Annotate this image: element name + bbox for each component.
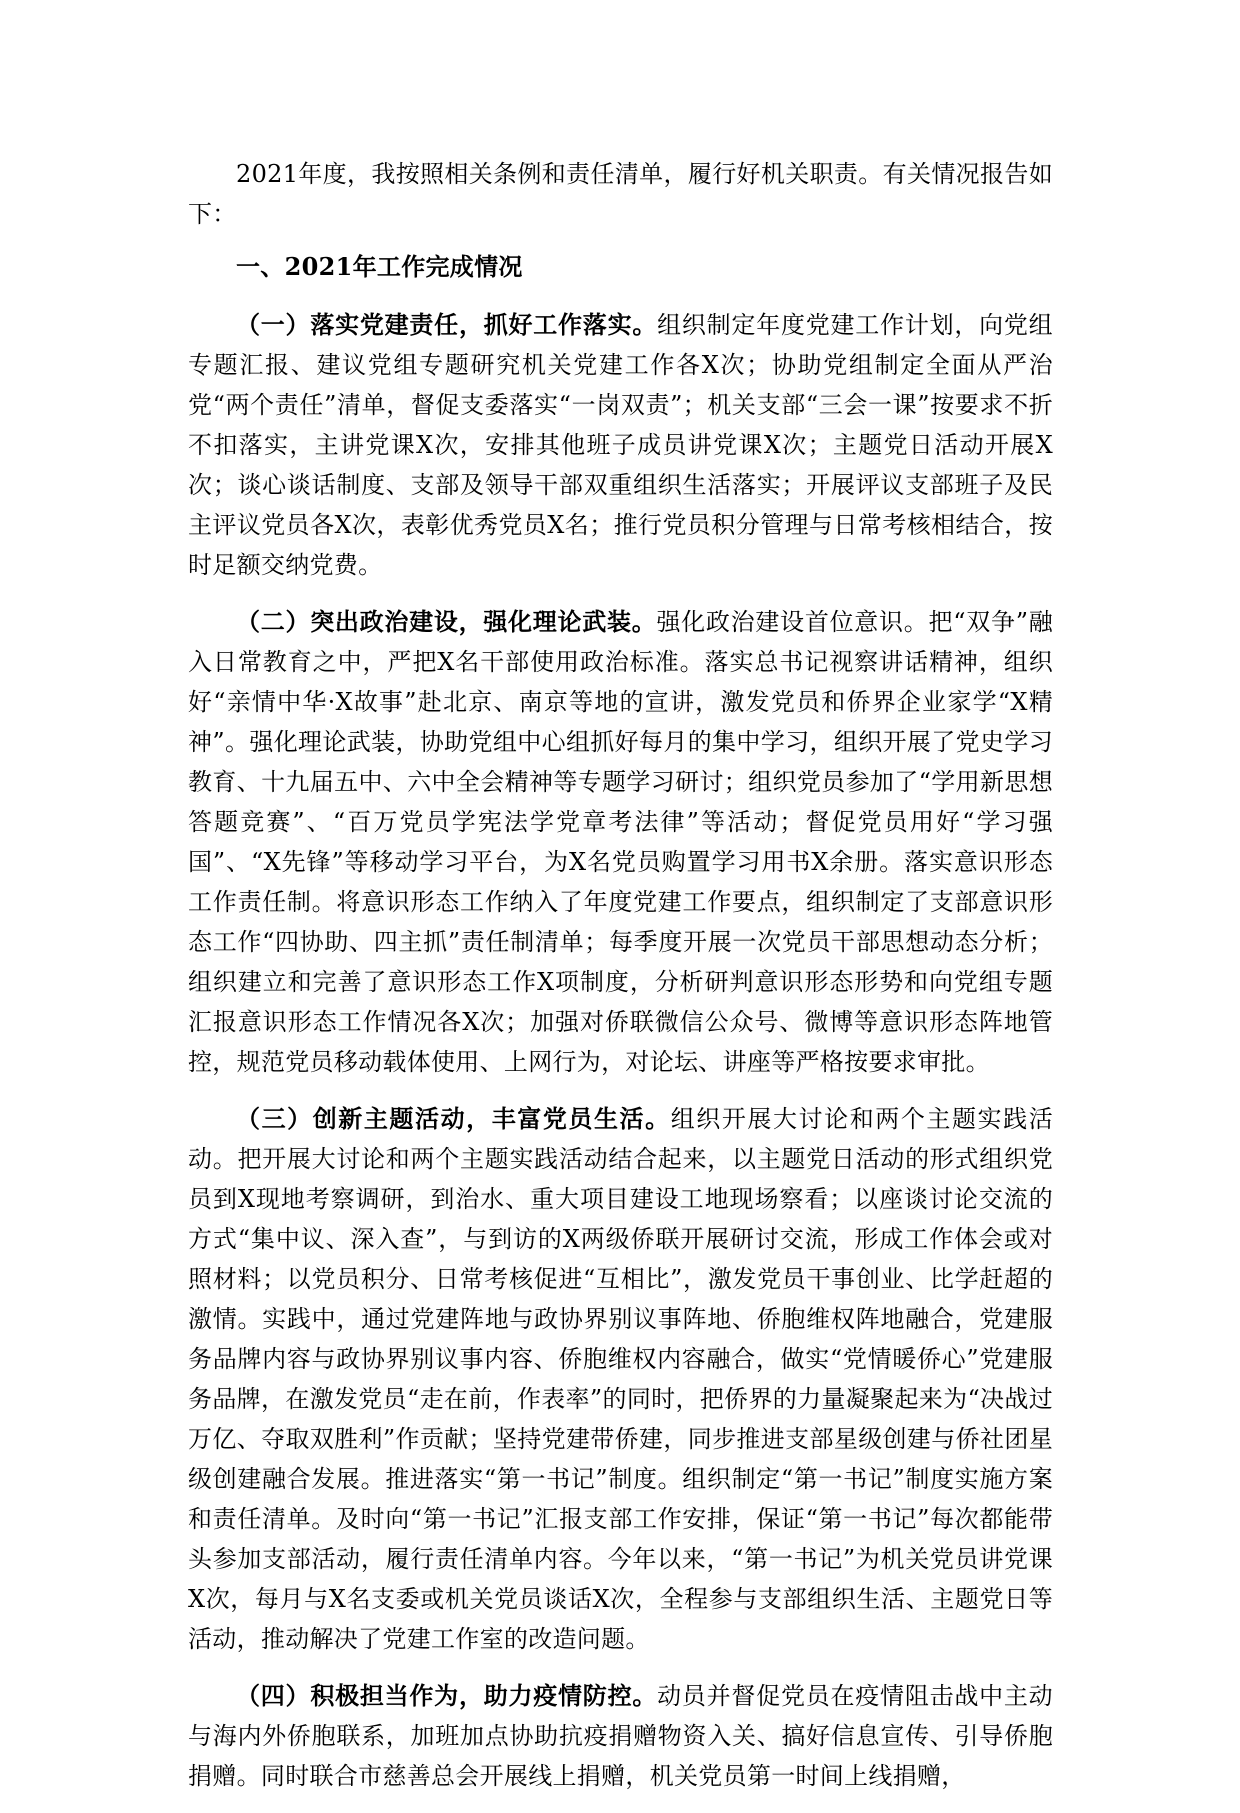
paragraph-2 xyxy=(188,602,1053,1082)
paragraph-3 xyxy=(188,1099,1053,1659)
paragraph-2-lead: （二）突出政治建设，强化理论武装。 xyxy=(236,607,657,636)
paragraph-3-body: 组织开展大讨论和两个主题实践活动。把开展大讨论和两个主题实践活动结合起来，以主题党日活动的形式组织党员到X现地考察调研，到治水、重大项目建设工地现场察看；以座谈讨论交流的方式“集中议、深入查”，与到访的X两级侨联开展研讨交流，形成工作体会或对照材料；以党员积分、日常考核促进“互相比”，激发党员干事创业、比学赶超的激情。实践中，通过党建阵地与政协界别议事阵地、侨胞维权阵地融合，党建服务品牌内容与政协界别议事内容、侨胞维权内容融合，做实“党情暖侨心”党建服务品牌，在激发党员“走在前，作表率”的同时，把侨界的力量凝聚起来为“决战过万亿、夺取双胜利”作贡献；坚持党建带侨建，同步推进支部星级创建与侨社团星级创建融合发展。推进落实“第一书记”制度。组织制定“第一书记”制度实施方案和责任清单。及时向“第一书记”汇报支部工作安排，保证“第一书记”每次都能带头参加支部活动，履行责任清单内容。今年以来，“第一书记”为机关党员讲党课X次，每月与X名支委或机关党员谈话X次，全程参与支部组织生活、主题党日等活动，推动解决了党建工作室的改造问题。 xyxy=(188,1105,1053,1653)
paragraph-2-body: 强化政治建设首位意识。把“双争”融入日常教育之中，严把X名干部使用政治标准。落实总书记视察讲话精神，组织好“亲情中华·X故事”赴北京、南京等地的宣讲，激发党员和侨界企业家学“X精神”。强化理论武装，协助党组中心组抓好每月的集中学习，组织开展了党史学习教育、十九届五中、六中全会精神等专题学习研讨；组织党员参加了“学用新思想答题竞赛”、“百万党员学宪法学党章考法律”等活动；督促党员用好“学习强国”、“X先锋”等移动学习平台，为X名党员购置学习用书X余册。落实意识形态工作责任制。将意识形态工作纳入了年度党建工作要点，组织制定了支部意识形态工作“四协助、四主抓”责任制清单；每季度开展一次党员干部思想动态分析；组织建立和完善了意识形态工作X项制度，分析研判意识形态形势和向党组专题汇报意识形态工作情况各X次；加强对侨联微信公众号、微博等意识形态阵地管控，规范党员移动载体使用、上网行为，对论坛、讲座等严格按要求审批。 xyxy=(188,608,1054,1076)
intro-paragraph: 2021年度，我按照相关条例和责任清单，履行好机关职责。有关情况报告如下： xyxy=(188,160,1053,228)
paragraph-4-body: 动员并督促党员在疫情阻击战中主动与海内外侨胞联系，加班加点协助抗疫捐赠物资入关、搞好信息宣传、引导侨胞捐赠。同时联合市慈善总会开展线上捐赠，机关党员第一时间上线捐赠， xyxy=(188,1682,1053,1790)
document-page xyxy=(188,154,1053,1813)
paragraph-3-lead: （三）创新主题活动，丰富党员生活。 xyxy=(236,1104,671,1133)
paragraph-4-lead: （四）积极担当作为，助力疫情防控。 xyxy=(236,1681,658,1710)
paragraph-4 xyxy=(188,1676,1053,1796)
paragraph-1 xyxy=(188,305,1053,585)
paragraph-1-body: 组织制定年度党建工作计划，向党组专题汇报、建议党组专题研究机关党建工作各X次；协助党组制定全面从严治党“两个责任”清单，督促支委落实“一岗双责”；机关支部“三会一课”按要求不折不扣落实，主讲党课X次，安排其他班子成员讲党课X次；主题党日活动开展X次；谈心谈话制度、支部及领导干部双重组织生活落实；开展评议支部班子及民主评议党员各X次，表彰优秀党员X名；推行党员积分管理与日常考核相结合，按时足额交纳党费。 xyxy=(188,311,1053,579)
paragraph-1-lead: （一）落实党建责任，抓好工作落实。 xyxy=(236,310,658,339)
section-heading: 一、2021年工作完成情况 xyxy=(236,252,523,281)
